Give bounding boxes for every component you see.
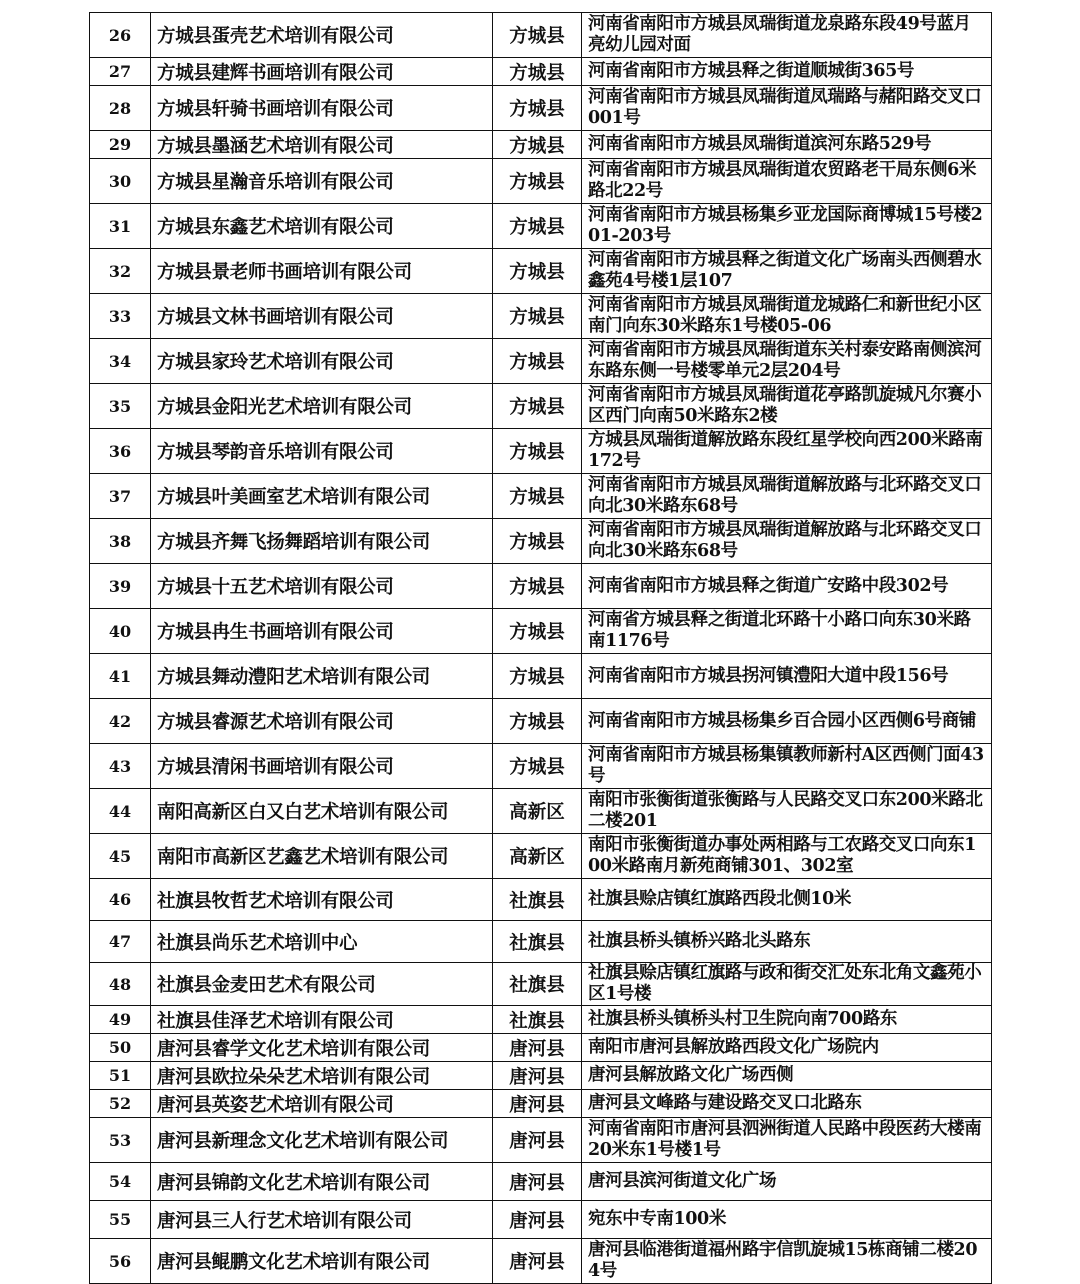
county-name: 方城县 xyxy=(493,474,582,519)
institution-address: 河南省南阳市方城县释之街道顺城街365号 xyxy=(582,58,992,86)
county-name: 方城县 xyxy=(493,519,582,564)
table-row xyxy=(90,86,992,131)
row-number: 34 xyxy=(90,339,151,384)
table-row xyxy=(90,294,992,339)
institution-address: 河南省南阳市方城县凤瑞街道凤瑞路与赭阳路交叉口001号 xyxy=(582,86,992,131)
table-row xyxy=(90,159,992,204)
county-name: 方城县 xyxy=(493,699,582,744)
row-number: 39 xyxy=(90,564,151,609)
institution-address: 河南省南阳市方城县拐河镇澧阳大道中段156号 xyxy=(582,654,992,699)
institution-name: 方城县家玲艺术培训有限公司 xyxy=(151,339,493,384)
county-name: 高新区 xyxy=(493,834,582,879)
institution-name: 社旗县尚乐艺术培训中心 xyxy=(151,921,493,963)
institution-address: 河南省南阳市方城县杨集镇教师新村A区西侧门面43号 xyxy=(582,744,992,789)
table-row xyxy=(90,249,992,294)
county-name: 社旗县 xyxy=(493,879,582,921)
institution-address: 宛东中专南100米 xyxy=(582,1201,992,1239)
institution-address: 河南省南阳市方城县凤瑞街道龙泉路东段49号蓝月亮幼儿园对面 xyxy=(582,13,992,58)
row-number: 53 xyxy=(90,1118,151,1163)
row-number: 55 xyxy=(90,1201,151,1239)
row-number: 30 xyxy=(90,159,151,204)
table-row xyxy=(90,1239,992,1284)
county-name: 唐河县 xyxy=(493,1239,582,1284)
table-row xyxy=(90,609,992,654)
county-name: 唐河县 xyxy=(493,1034,582,1062)
county-name: 方城县 xyxy=(493,58,582,86)
county-name: 社旗县 xyxy=(493,921,582,963)
table-row xyxy=(90,1006,992,1034)
county-name: 方城县 xyxy=(493,13,582,58)
institution-address: 方城县凤瑞街道解放路东段红星学校向西200米路南172号 xyxy=(582,429,992,474)
table-row xyxy=(90,654,992,699)
institution-address: 河南省南阳市方城县凤瑞街道解放路与北环路交叉口向北30米路东68号 xyxy=(582,519,992,564)
table-row xyxy=(90,429,992,474)
table-row xyxy=(90,789,992,834)
row-number: 48 xyxy=(90,963,151,1006)
table-row xyxy=(90,1034,992,1062)
institution-address: 河南省南阳市方城县凤瑞街道农贸路老干局东侧6米路北22号 xyxy=(582,159,992,204)
row-number: 28 xyxy=(90,86,151,131)
county-name: 社旗县 xyxy=(493,963,582,1006)
table-row xyxy=(90,921,992,963)
row-number: 49 xyxy=(90,1006,151,1034)
table-row xyxy=(90,1201,992,1239)
institution-address: 河南省南阳市方城县释之街道广安路中段302号 xyxy=(582,564,992,609)
institution-address: 社旗县赊店镇红旗路西段北侧10米 xyxy=(582,879,992,921)
institution-name: 南阳市高新区艺鑫艺术培训有限公司 xyxy=(151,834,493,879)
county-name: 方城县 xyxy=(493,204,582,249)
institution-name: 唐河县英姿艺术培训有限公司 xyxy=(151,1090,493,1118)
institution-name: 方城县墨涵艺术培训有限公司 xyxy=(151,131,493,159)
institution-address: 唐河县临港街道福州路宇信凯旋城15栋商铺二楼204号 xyxy=(582,1239,992,1284)
row-number: 42 xyxy=(90,699,151,744)
county-name: 方城县 xyxy=(493,429,582,474)
row-number: 33 xyxy=(90,294,151,339)
row-number: 35 xyxy=(90,384,151,429)
county-name: 唐河县 xyxy=(493,1118,582,1163)
institution-name: 方城县景老师书画培训有限公司 xyxy=(151,249,493,294)
institution-name: 唐河县新理念文化艺术培训有限公司 xyxy=(151,1118,493,1163)
table-row xyxy=(90,58,992,86)
row-number: 52 xyxy=(90,1090,151,1118)
institution-name: 方城县十五艺术培训有限公司 xyxy=(151,564,493,609)
row-number: 43 xyxy=(90,744,151,789)
institution-name: 唐河县鲲鹏文化艺术培训有限公司 xyxy=(151,1239,493,1284)
institution-name: 方城县冉生书画培训有限公司 xyxy=(151,609,493,654)
county-name: 方城县 xyxy=(493,384,582,429)
table-row xyxy=(90,1062,992,1090)
table-body xyxy=(90,13,992,1284)
table-row xyxy=(90,834,992,879)
institution-address: 河南省方城县释之街道北环路十小路口向东30米路南1176号 xyxy=(582,609,992,654)
row-number: 47 xyxy=(90,921,151,963)
row-number: 37 xyxy=(90,474,151,519)
institution-name: 方城县蛋壳艺术培训有限公司 xyxy=(151,13,493,58)
institution-address: 社旗县赊店镇红旗路与政和街交汇处东北角文鑫苑小区1号楼 xyxy=(582,963,992,1006)
institution-name: 方城县齐舞飞扬舞蹈培训有限公司 xyxy=(151,519,493,564)
row-number: 26 xyxy=(90,13,151,58)
institution-name: 社旗县牧哲艺术培训有限公司 xyxy=(151,879,493,921)
table-row xyxy=(90,131,992,159)
institution-name: 唐河县三人行艺术培训有限公司 xyxy=(151,1201,493,1239)
table-row xyxy=(90,699,992,744)
county-name: 方城县 xyxy=(493,249,582,294)
table-row xyxy=(90,384,992,429)
county-name: 方城县 xyxy=(493,131,582,159)
county-name: 唐河县 xyxy=(493,1201,582,1239)
table-row xyxy=(90,963,992,1006)
row-number: 32 xyxy=(90,249,151,294)
institution-address: 河南省南阳市唐河县泗洲街道人民路中段医药大楼南20米东1号楼1号 xyxy=(582,1118,992,1163)
row-number: 41 xyxy=(90,654,151,699)
row-number: 40 xyxy=(90,609,151,654)
table-row xyxy=(90,1090,992,1118)
institution-address: 河南省南阳市方城县凤瑞街道滨河东路529号 xyxy=(582,131,992,159)
row-number: 36 xyxy=(90,429,151,474)
institution-address: 唐河县滨河街道文化广场 xyxy=(582,1163,992,1201)
county-name: 方城县 xyxy=(493,159,582,204)
institution-name: 方城县建辉书画培训有限公司 xyxy=(151,58,493,86)
row-number: 31 xyxy=(90,204,151,249)
county-name: 方城县 xyxy=(493,654,582,699)
institution-name: 南阳高新区白又白艺术培训有限公司 xyxy=(151,789,493,834)
institution-name: 方城县东鑫艺术培训有限公司 xyxy=(151,204,493,249)
county-name: 方城县 xyxy=(493,744,582,789)
row-number: 45 xyxy=(90,834,151,879)
institution-address: 河南省南阳市方城县凤瑞街道龙城路仁和新世纪小区南门向东30米路东1号楼05-06 xyxy=(582,294,992,339)
institution-address: 河南省南阳市方城县释之街道文化广场南头西侧碧水鑫苑4号楼1层107 xyxy=(582,249,992,294)
institution-address: 河南省南阳市方城县杨集乡百合园小区西侧6号商铺 xyxy=(582,699,992,744)
institution-name: 社旗县佳泽艺术培训有限公司 xyxy=(151,1006,493,1034)
institution-address: 社旗县桥头镇桥兴路北头路东 xyxy=(582,921,992,963)
institution-name: 方城县金阳光艺术培训有限公司 xyxy=(151,384,493,429)
institution-address: 唐河县文峰路与建设路交叉口北路东 xyxy=(582,1090,992,1118)
row-number: 44 xyxy=(90,789,151,834)
training-institutions-table xyxy=(89,12,992,1284)
row-number: 29 xyxy=(90,131,151,159)
row-number: 50 xyxy=(90,1034,151,1062)
institution-address: 南阳市张衡街道办事处两相路与工农路交叉口向东100米路南月新苑商铺301、302室 xyxy=(582,834,992,879)
institution-address: 河南省南阳市方城县杨集乡亚龙国际商博城15号楼201-203号 xyxy=(582,204,992,249)
county-name: 方城县 xyxy=(493,609,582,654)
table-row xyxy=(90,744,992,789)
row-number: 54 xyxy=(90,1163,151,1201)
county-name: 方城县 xyxy=(493,564,582,609)
institution-name: 方城县文林书画培训有限公司 xyxy=(151,294,493,339)
county-name: 高新区 xyxy=(493,789,582,834)
county-name: 唐河县 xyxy=(493,1090,582,1118)
institution-address: 河南省南阳市方城县凤瑞街道解放路与北环路交叉口向北30米路东68号 xyxy=(582,474,992,519)
table-row xyxy=(90,564,992,609)
institution-name: 方城县舞动澧阳艺术培训有限公司 xyxy=(151,654,493,699)
table-row xyxy=(90,204,992,249)
institution-name: 唐河县欧拉朵朵艺术培训有限公司 xyxy=(151,1062,493,1090)
row-number: 51 xyxy=(90,1062,151,1090)
table-row xyxy=(90,1118,992,1163)
institution-name: 方城县星瀚音乐培训有限公司 xyxy=(151,159,493,204)
county-name: 方城县 xyxy=(493,294,582,339)
table-row xyxy=(90,474,992,519)
table-row xyxy=(90,1163,992,1201)
institution-address: 河南省南阳市方城县凤瑞街道花亭路凯旋城凡尔赛小区西门向南50米路东2楼 xyxy=(582,384,992,429)
institution-name: 社旗县金麦田艺术有限公司 xyxy=(151,963,493,1006)
institution-address: 南阳市张衡街道张衡路与人民路交叉口东200米路北二楼201 xyxy=(582,789,992,834)
institution-address: 河南省南阳市方城县凤瑞街道东关村泰安路南侧滨河东路东侧一号楼零单元2层204号 xyxy=(582,339,992,384)
table-row xyxy=(90,879,992,921)
institution-address: 社旗县桥头镇桥头村卫生院向南700路东 xyxy=(582,1006,992,1034)
table-row xyxy=(90,339,992,384)
institution-name: 方城县清闲书画培训有限公司 xyxy=(151,744,493,789)
county-name: 方城县 xyxy=(493,86,582,131)
row-number: 56 xyxy=(90,1239,151,1284)
institution-name: 唐河县锦韵文化艺术培训有限公司 xyxy=(151,1163,493,1201)
table-row xyxy=(90,519,992,564)
county-name: 唐河县 xyxy=(493,1163,582,1201)
institution-name: 方城县轩骑书画培训有限公司 xyxy=(151,86,493,131)
institution-address: 南阳市唐河县解放路西段文化广场院内 xyxy=(582,1034,992,1062)
table-row xyxy=(90,13,992,58)
institution-name: 唐河县睿学文化艺术培训有限公司 xyxy=(151,1034,493,1062)
county-name: 唐河县 xyxy=(493,1062,582,1090)
county-name: 社旗县 xyxy=(493,1006,582,1034)
institution-name: 方城县琴韵音乐培训有限公司 xyxy=(151,429,493,474)
institution-address: 唐河县解放路文化广场西侧 xyxy=(582,1062,992,1090)
row-number: 38 xyxy=(90,519,151,564)
county-name: 方城县 xyxy=(493,339,582,384)
institution-name: 方城县叶美画室艺术培训有限公司 xyxy=(151,474,493,519)
row-number: 46 xyxy=(90,879,151,921)
institution-name: 方城县睿源艺术培训有限公司 xyxy=(151,699,493,744)
row-number: 27 xyxy=(90,58,151,86)
